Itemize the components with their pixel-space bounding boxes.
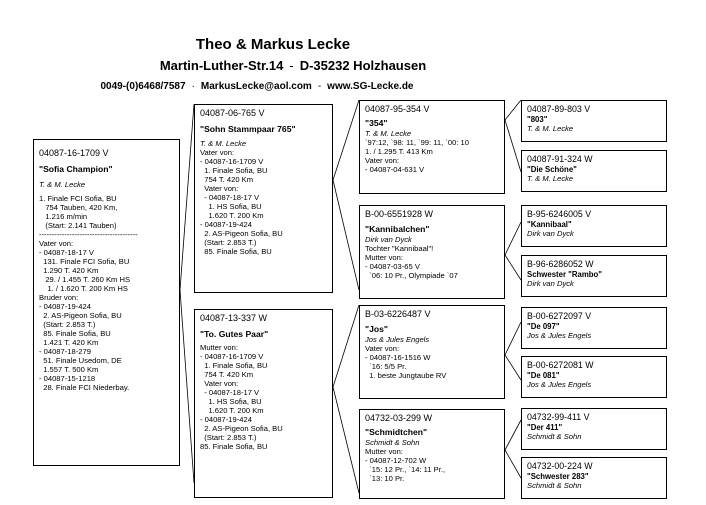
pigeon-name: "Kannibalchen" — [365, 224, 430, 234]
detail-line: 1. Finale FCI Sofia, BU — [39, 194, 117, 203]
pedigree-father-mother — [359, 205, 505, 299]
detail-line: 85. Finale Sofia, BU — [39, 329, 111, 338]
detail-line: Mutter von: — [200, 343, 238, 352]
detail-line: 85. Finale Sofia, BU — [200, 442, 268, 451]
ring-number: B-03-6226487 V — [365, 309, 431, 319]
detail-line: 754 T. 420 Km — [200, 370, 254, 379]
pigeon-owner: Jos & Jules Engels — [527, 380, 592, 389]
detail-line: 1. / 1.295 T. 413 Km — [365, 147, 433, 156]
ring-number: 04087-91-324 W — [527, 154, 593, 164]
detail-line: (Start: 2.853 T.) — [200, 433, 257, 442]
detail-line: 1.557 T. 500 Km — [39, 365, 99, 374]
detail-line: 1. Finale Sofia, BU — [200, 166, 268, 175]
breeder-contact — [0, 81, 610, 92]
pigeon-owner: Dirk van Dyck — [527, 279, 574, 288]
detail-line: 2. AS-Pigeon Sofia, BU — [200, 229, 283, 238]
ring-number: B-00-6551928 W — [365, 209, 434, 219]
detail-line: - 04087-04-631 V — [365, 165, 425, 174]
pigeon-name: "Schwester 283" — [527, 472, 589, 481]
ring-number: 04087-95-354 V — [365, 104, 430, 114]
detail-line: Vater von: — [200, 379, 239, 388]
detail-line: - 04087-19-424 — [200, 415, 252, 424]
street: Martin-Luther-Str.14 — [159, 58, 284, 73]
pigeon-name: "To. Gutes Paar" — [200, 329, 269, 339]
pigeon-owner: T. & M. Lecke — [39, 180, 86, 189]
pigeon-owner: T. & M. Lecke — [527, 124, 574, 133]
pigeon-owner: T. & M. Lecke — [365, 129, 412, 138]
ring-number: 04087-16-1709 V — [39, 148, 109, 158]
detail-line: Vater von: — [200, 184, 239, 193]
detail-line: 85. Finale Sofia, BU — [200, 247, 272, 256]
detail-line: Vater von: — [365, 156, 400, 165]
detail-line: - 04087-03-65 V — [365, 262, 420, 271]
pigeon-name: "354" — [365, 118, 388, 128]
detail-line: - 04087-18-17 V — [39, 248, 94, 257]
detail-line: 1.620 T. 200 Km — [200, 211, 264, 220]
detail-line: `16: 5/5 Pr. — [365, 362, 407, 371]
detail-line: - 04087-16-1516 W — [365, 353, 431, 362]
pedigree-fff — [521, 100, 667, 142]
ring-number: 04087-13-337 W — [200, 313, 268, 323]
detail-line: 29. / 1.455 T. 260 Km HS — [39, 275, 131, 284]
pedigree-fmf — [521, 205, 667, 247]
ring-number: 04087-89-803 V — [527, 104, 591, 114]
ring-number: 04732-99-411 V — [527, 412, 590, 422]
detail-line: - 04087-19-424 — [39, 302, 91, 311]
pigeon-owner: Schmidt & Sohn — [527, 432, 582, 441]
pedigree-mother-father — [359, 305, 505, 399]
detail-line: - 04087-12-702 W — [365, 456, 427, 465]
ring-number: B-96-6286052 W — [527, 259, 594, 269]
pedigree-mmm — [521, 457, 667, 499]
ring-number: B-95-6246005 V — [527, 209, 592, 219]
pigeon-name: Schwester "Rambo" — [527, 270, 602, 279]
detail-line: 28. Finale FCI Niederbay. — [39, 383, 130, 392]
detail-line: 1.290 T. 420 Km — [39, 266, 99, 275]
divider-line: --------------------------------------- — [39, 230, 138, 239]
detail-line: - 04087-19-424 — [200, 220, 252, 229]
pigeon-owner: T. & M. Lecke — [200, 139, 247, 148]
ring-number: 04732-03-299 W — [365, 413, 433, 423]
pedigree-father — [194, 104, 333, 293]
detail-line: - 04087-16-1709 V — [200, 352, 264, 361]
pigeon-name: "De 097" — [527, 322, 560, 331]
detail-line: 2. AS-Pigeon Sofia, BU — [39, 311, 122, 320]
pigeon-name: "Die Schöne" — [527, 165, 577, 174]
pigeon-name: "Der 411" — [527, 423, 563, 432]
detail-line: Bruder von: — [39, 293, 79, 302]
detail-line: 1. HS Sofia, BU — [200, 202, 262, 211]
detail-line: 1. beste Jungtaube RV — [365, 371, 447, 380]
detail-line: `13: 10 Pr. — [365, 474, 405, 483]
detail-line: 1.216 m/min — [39, 212, 88, 221]
separator: - — [317, 81, 322, 92]
pigeon-owner: Jos & Jules Engels — [527, 331, 592, 340]
detail-line: (Start: 2.853 T.) — [39, 320, 96, 329]
detail-line: 1. Finale Sofia, BU — [200, 361, 268, 370]
detail-line: Mutter von: — [365, 253, 403, 262]
pedigree-ffm — [521, 150, 667, 192]
phone: 0049-(0)6468/7587 — [100, 81, 186, 92]
pigeon-owner: T. & M. Lecke — [527, 174, 574, 183]
ring-number: B-00-6272097 V — [527, 311, 592, 321]
detail-line: 2. AS-Pigeon Sofia, BU — [200, 424, 283, 433]
detail-line: Vater von: — [365, 344, 400, 353]
detail-line: `06: 10 Pr., Olympiade `07 — [365, 271, 458, 280]
pigeon-name: "803" — [527, 115, 548, 124]
detail-line: (Start: 2.853 T.) — [200, 238, 257, 247]
city: D-35232 Holzhausen — [299, 58, 427, 73]
pedigree-mother — [194, 309, 333, 498]
pedigree-mother-mother — [359, 409, 505, 499]
pedigree-mfm — [521, 356, 667, 398]
detail-line: 754 T. 420 Km — [200, 175, 254, 184]
ring-number: B-00-6272081 W — [527, 360, 594, 370]
detail-line: Mutter von: — [365, 447, 403, 456]
separator: - — [289, 58, 294, 73]
detail-line: (Start: 2.141 Tauben) — [39, 221, 117, 230]
detail-line: 1. HS Sofia, BU — [200, 397, 262, 406]
pigeon-owner: Jos & Jules Engels — [365, 335, 430, 344]
breeder-address — [0, 58, 646, 73]
detail-line: Vater von: — [39, 239, 74, 248]
pigeon-details — [39, 194, 174, 392]
pigeon-owner: Dirk van Dyck — [527, 229, 574, 238]
website[interactable]: www.SG-Lecke.de — [327, 81, 414, 92]
detail-line: Tochter "Kannibaal"! — [365, 244, 434, 253]
separator: · — [191, 81, 195, 92]
pigeon-name: "Kannibaal" — [527, 220, 572, 229]
breeder-name: Theo & Markus Lecke — [195, 36, 351, 53]
detail-line: - 04087-16-1709 V — [200, 157, 264, 166]
pedigree-fmm — [521, 255, 667, 297]
detail-line: - 04087-18-279 — [39, 347, 91, 356]
ring-number: 04087-06-765 V — [200, 108, 265, 118]
detail-line: - 04087-15-1218 — [39, 374, 96, 383]
pigeon-name: "Schmidtchen" — [365, 427, 428, 437]
pigeon-name: "Jos" — [365, 324, 388, 334]
detail-line: 131. Finale FCI Sofia, BU — [39, 257, 130, 266]
detail-line: `97:12, `98: 11, `99: 11, `00: 10 — [365, 138, 469, 147]
detail-line: 1. / 1.620 T. 200 Km HS — [39, 284, 128, 293]
detail-line: 754 Tauben, 420 Km, — [39, 203, 118, 212]
detail-line: - 04087-18-17 V — [200, 193, 260, 202]
pedigree-mff — [521, 307, 667, 349]
pigeon-owner: Dirk van Dyck — [365, 235, 412, 244]
pigeon-name: "Sohn Stammpaar 765" — [200, 124, 296, 134]
pigeon-name: "De 081" — [527, 371, 560, 380]
pedigree-main-pigeon — [33, 139, 180, 466]
detail-line: `15: 12 Pr., `14: 11 Pr., — [365, 465, 446, 474]
detail-line: 1.421 T. 420 Km — [39, 338, 99, 347]
pedigree-mmf — [521, 408, 667, 450]
pigeon-owner: Schmidt & Sohn — [365, 438, 420, 447]
detail-line: 1.620 T. 200 Km — [200, 406, 264, 415]
pedigree-father-father — [359, 100, 505, 194]
pigeon-owner: Schmidt & Sohn — [527, 481, 582, 490]
ring-number: 04732-00-224 W — [527, 461, 593, 471]
pigeon-name: "Sofia Champion" — [39, 164, 113, 174]
detail-line: Vater von: — [200, 148, 235, 157]
email[interactable]: MarkusLecke@aol.com — [200, 81, 312, 92]
detail-line: - 04087-18-17 V — [200, 388, 260, 397]
detail-line: 51. Finale Usedom, DE — [39, 356, 122, 365]
